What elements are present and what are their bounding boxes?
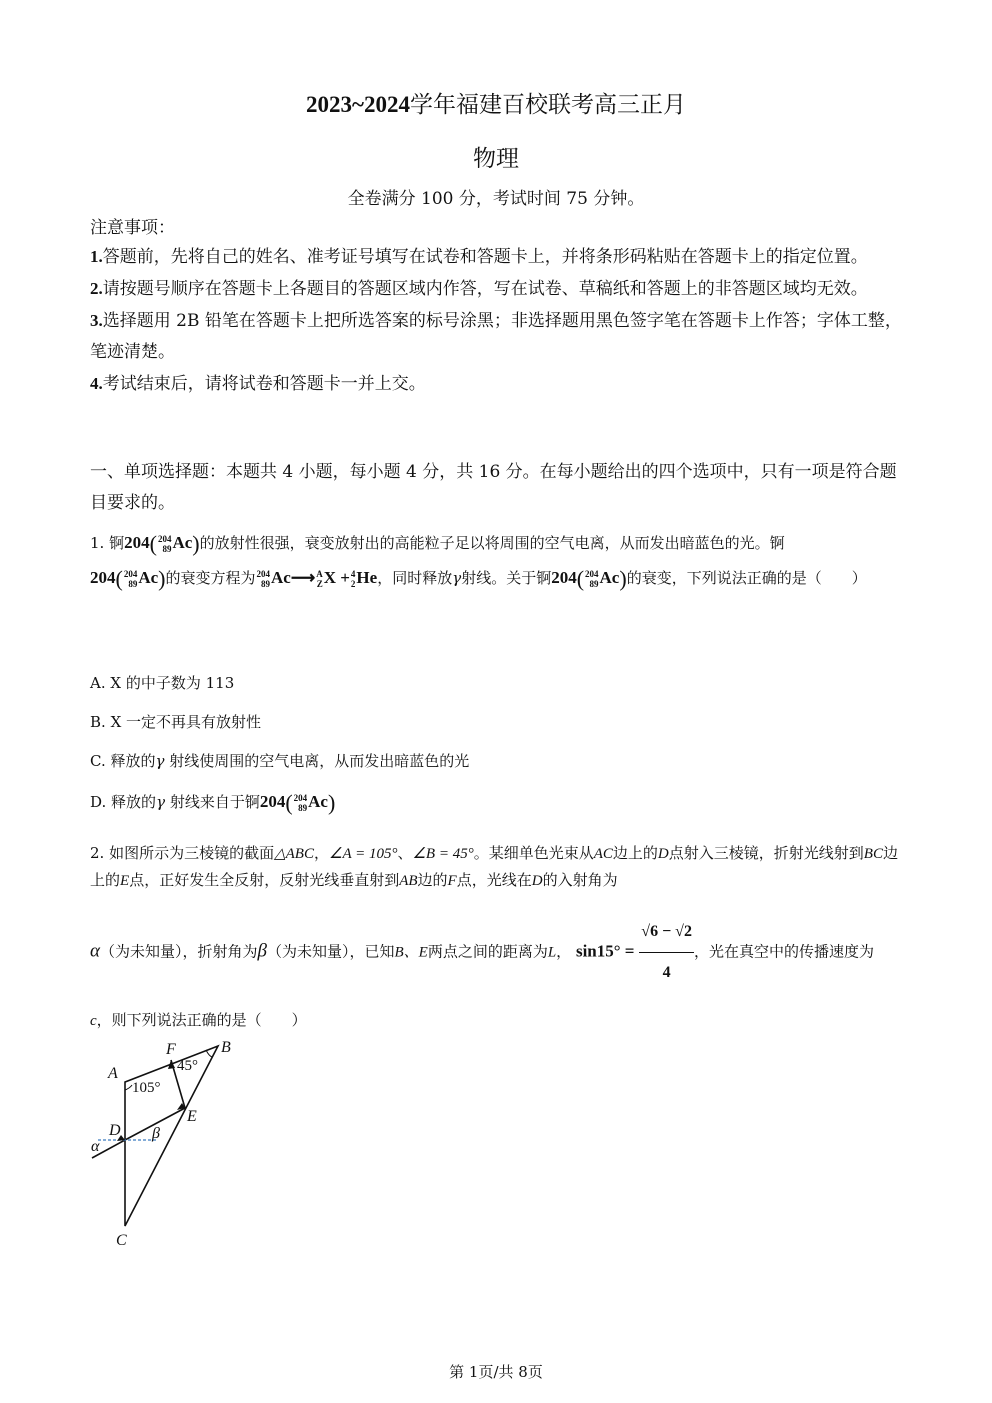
option-d: D. 释放的γ 射线来自于锕204(204 89Ac) xyxy=(90,790,336,815)
nuclide-ac: 204(204 89Ac) xyxy=(90,566,166,592)
label-45: 45° xyxy=(177,1058,198,1074)
note-item: 1.答题前，先将自己的姓名、准考证号填写在试卷和答题卡上，并将条形码粘贴在答题卡上的指定位置。 xyxy=(90,247,868,267)
label-e: E xyxy=(187,1108,197,1125)
page-footer: 第 1页/共 8页 xyxy=(449,1363,543,1381)
note-item: 3.选择题用 2B 铅笔在答题卡上把所选答案的标号涂黑；非选择题用黑色签字笔在答题卡上作答；字体工整，笔迹清楚。 xyxy=(90,311,902,362)
exam-year: 2023~2024 xyxy=(306,92,410,117)
section-heading: 一、单项选择题：本题共 4 小题，每小题 4 分，共 16 分。在每小题给出的四个选项中，只有一项是符合题目要求的。 xyxy=(90,462,897,513)
option-b: B. X 一定不再具有放射性 xyxy=(90,713,262,731)
notes-heading: 注意事项： xyxy=(90,218,175,238)
notes-list xyxy=(90,241,904,400)
question-number: 1. xyxy=(90,534,105,552)
label-b: B xyxy=(221,1039,231,1056)
prism-triangle xyxy=(125,1046,218,1226)
label-c: C xyxy=(116,1232,127,1249)
question-1: 1. 锕204(204 89Ac)的放射性很强，衰变放射出的高能粒子足以将周围的空气电离，从而发出暗蓝色的光。锕 204(204 89Ac)的衰变方程为204 89Ac⟶A ZX +4 2He，同时释放γ射线。关于锕204(204 89Ac)的衰变，下列说法正确的是（ ） xyxy=(90,531,867,592)
question-2: 2. 如图所示为三棱镜的截面△ABC，∠A = 105°、∠B = 45°。某细单色光束从AC边上的D点射入三棱镜，折射光线射到BC边上的E点，正好发生全反射，反射光线垂直射到AB边的F点，光线在D的入射角为 α（为未知量），折射角为β（为未知量），已知B、E两点之间的距离为L， sin15° = $\frac{√6 - √2}{4}$ ，光在真空中的传播速度为 c，则下列说法正确的是（ ） xyxy=(90,844,898,1029)
note-item: 2.请按题号顺序在答题卡上各题目的答题区域内作答，写在试卷、草稿纸和答题上的非答题区域均无效。 xyxy=(90,279,868,299)
label-alpha: α xyxy=(91,1138,100,1155)
label-a: A xyxy=(108,1065,118,1082)
nuclide-ac: 204(204 89Ac) xyxy=(124,531,200,557)
sin15-fraction: $\frac{√6 - √2}{4}$ xyxy=(639,912,694,993)
angle-arc-a xyxy=(125,1085,132,1090)
option-a: A. X 的中子数为 113 xyxy=(90,674,235,692)
nuclide-ac: 204(204 89Ac) xyxy=(551,566,627,592)
label-beta: β xyxy=(152,1125,160,1142)
label-105: 105° xyxy=(132,1080,161,1096)
option-c: C. 释放的γ 射线使周围的空气电离，从而发出暗蓝色的光 xyxy=(90,752,470,770)
decay-equation: 204 89Ac⟶A ZX +4 2He xyxy=(256,568,378,590)
nuclide-ac: 204(204 89Ac) xyxy=(259,790,336,815)
subject-title: 物理 xyxy=(473,146,519,172)
exam-title-text: 学年福建百校联考高三正月 xyxy=(409,92,686,118)
exam-title xyxy=(0,86,992,119)
prism-diagram xyxy=(88,1030,238,1250)
angle-arc-b xyxy=(206,1050,212,1057)
question-number: 2. xyxy=(90,844,105,862)
label-f: F xyxy=(166,1041,176,1058)
score-line: 全卷满分 100 分，考试时间 75 分钟。 xyxy=(347,189,645,209)
note-item: 4.考试结束后，请将试卷和答题卡一并上交。 xyxy=(90,374,426,394)
label-d: D xyxy=(109,1122,121,1139)
